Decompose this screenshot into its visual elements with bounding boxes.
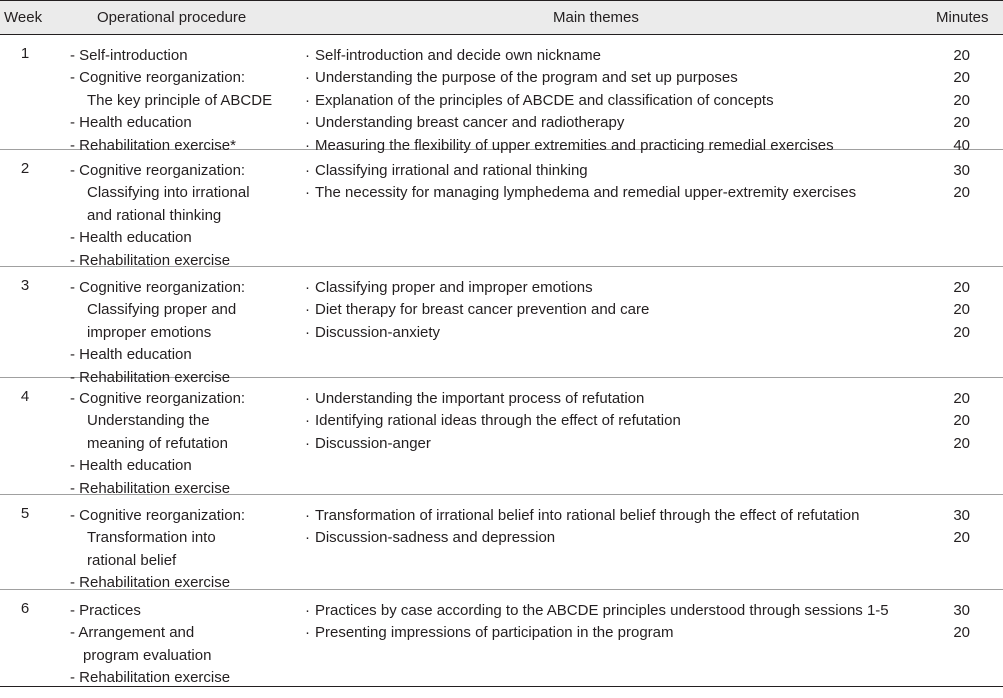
- procedure-line: - Rehabilitation exercise: [70, 574, 231, 592]
- bullet-icon: ·: [305, 390, 310, 407]
- theme-text: Identifying rational ideas through the effect of refutation: [315, 412, 681, 430]
- minutes-value: 20: [953, 114, 970, 132]
- procedure-line: - Cognitive reorganization:: [70, 69, 246, 87]
- week-number: 4: [20, 388, 30, 405]
- week-number: 5: [20, 505, 30, 522]
- bullet-icon: ·: [305, 529, 310, 547]
- procedure-line: - Health education: [70, 346, 192, 364]
- minutes-cell: [940, 600, 970, 645]
- table-row: [0, 35, 1003, 154]
- theme-line: [305, 112, 834, 134]
- procedure-line: - Cognitive reorganization:: [70, 162, 246, 179]
- bullet-icon: ·: [305, 47, 310, 64]
- theme-text: Diet therapy for breast cancer prevention and care: [315, 301, 650, 319]
- minutes-value: 20: [953, 279, 970, 296]
- procedure-line: - Health education: [70, 114, 192, 132]
- theme-text: Presenting impressions of participation in the program: [315, 624, 674, 642]
- procedure-cell: [70, 388, 245, 500]
- bullet-icon: ·: [305, 434, 310, 452]
- themes-cell: [305, 600, 889, 645]
- minutes-value: 20: [953, 301, 970, 319]
- procedure-line: - Rehabilitation exercise: [70, 251, 231, 269]
- theme-line: [305, 90, 834, 112]
- theme-line: [305, 622, 889, 644]
- themes-cell: [305, 160, 856, 205]
- themes-cell: [305, 505, 859, 550]
- bullet-icon: ·: [305, 301, 310, 319]
- minutes-value: 30: [953, 162, 970, 179]
- procedure-line: - Cognitive reorganization:: [70, 279, 246, 296]
- theme-text: Practices by case according to the ABCDE principles understood through sessions 1-5: [315, 602, 889, 619]
- theme-text: Discussion-sadness and depression: [315, 529, 556, 547]
- minutes-cell: [940, 160, 970, 205]
- minutes-value: 20: [953, 69, 970, 87]
- week-number: 2: [20, 160, 30, 177]
- procedure-line: - Practices: [70, 602, 141, 619]
- minutes-value: 20: [953, 390, 970, 407]
- procedure-line: and rational thinking: [87, 206, 222, 224]
- procedure-line: - Self-introduction: [70, 47, 188, 64]
- minutes-value: 20: [953, 323, 970, 341]
- bullet-icon: ·: [305, 69, 310, 87]
- theme-line: [305, 277, 649, 299]
- minutes-value: 20: [953, 412, 970, 430]
- bullet-icon: ·: [305, 412, 310, 430]
- header-themes: Main themes: [553, 9, 639, 26]
- bullet-icon: ·: [305, 624, 310, 642]
- header-minutes: Minutes: [936, 9, 989, 26]
- minutes-value: 30: [953, 602, 970, 619]
- theme-line: [305, 505, 859, 527]
- minutes-value: 40: [953, 136, 970, 154]
- minutes-cell: [940, 45, 970, 157]
- theme-text: Classifying proper and improper emotions: [315, 279, 593, 296]
- table-row: [0, 495, 1003, 590]
- theme-line: [305, 45, 834, 67]
- minutes-value: 20: [953, 91, 970, 109]
- header-procedure: Operational procedure: [97, 9, 247, 26]
- theme-text: Discussion-anger: [315, 434, 431, 452]
- procedure-line: Classifying into irrational: [87, 184, 250, 202]
- bullet-icon: ·: [305, 184, 310, 202]
- procedure-line: meaning of refutation: [87, 434, 228, 452]
- table-row: [0, 378, 1003, 495]
- minutes-cell: [940, 388, 970, 455]
- week-number: 3: [20, 277, 30, 294]
- minutes-value: 30: [953, 507, 970, 524]
- procedure-line: - Rehabilitation exercise: [70, 368, 231, 386]
- procedure-line: - Cognitive reorganization:: [70, 507, 246, 524]
- procedure-line: - Health education: [70, 229, 192, 247]
- procedure-cell: [70, 160, 250, 272]
- theme-text: Understanding the important process of refutation: [315, 390, 645, 407]
- procedure-cell: [70, 505, 245, 595]
- table-row: [0, 267, 1003, 386]
- theme-text: The necessity for managing lymphedema and remedial upper-extremity exercises: [315, 184, 857, 202]
- themes-cell: [305, 45, 834, 157]
- table-body: [0, 35, 1003, 687]
- theme-text: Measuring the flexibility of upper extremities and practicing remedial exercises: [315, 136, 834, 154]
- minutes-cell: [940, 277, 970, 344]
- minutes-cell: [940, 505, 970, 550]
- procedure-line: - Rehabilitation exercise*: [70, 136, 236, 154]
- theme-line: [305, 322, 649, 344]
- minutes-value: 20: [953, 47, 970, 64]
- table-header: [0, 1, 1003, 35]
- bullet-icon: ·: [305, 162, 310, 179]
- minutes-value: 20: [953, 624, 970, 642]
- theme-text: Discussion-anxiety: [315, 323, 441, 341]
- procedure-line: - Rehabilitation exercise: [70, 479, 231, 497]
- theme-text: Explanation of the principles of ABCDE and classification of concepts: [315, 91, 774, 109]
- minutes-value: 20: [953, 434, 970, 452]
- table-row: [0, 150, 1003, 267]
- table-row: [0, 590, 1003, 687]
- themes-cell: [305, 388, 681, 455]
- theme-line: [305, 388, 681, 410]
- theme-line: [305, 182, 856, 204]
- procedure-line: - Arrangement and: [70, 624, 195, 642]
- procedure-line: Classifying proper and: [87, 301, 237, 319]
- theme-line: [305, 160, 856, 182]
- procedure-line: - Cognitive reorganization:: [70, 390, 246, 407]
- procedure-line: The key principle of ABCDE: [87, 91, 273, 109]
- procedure-line: Understanding the: [87, 412, 210, 430]
- procedure-line: rational belief: [87, 551, 177, 569]
- procedure-line: improper emotions: [87, 323, 212, 341]
- procedure-line: - Rehabilitation exercise: [70, 669, 231, 687]
- theme-line: [305, 67, 834, 89]
- theme-text: Classifying irrational and rational thinking: [315, 162, 588, 179]
- procedure-line: - Health education: [70, 457, 192, 475]
- minutes-value: 20: [953, 529, 970, 547]
- bullet-icon: ·: [305, 114, 310, 132]
- week-number: 1: [20, 45, 30, 62]
- bullet-icon: ·: [305, 136, 310, 154]
- theme-line: [305, 299, 649, 321]
- theme-line: [305, 433, 681, 455]
- procedure-cell: [70, 600, 230, 690]
- week-number: 6: [20, 600, 30, 617]
- bullet-icon: ·: [305, 507, 310, 524]
- theme-text: Self-introduction and decide own nickname: [315, 47, 602, 64]
- bullet-icon: ·: [305, 279, 310, 296]
- bullet-icon: ·: [305, 323, 310, 341]
- procedure-cell: [70, 45, 272, 157]
- theme-line: [305, 410, 681, 432]
- minutes-value: 20: [953, 184, 970, 202]
- procedure-line: Transformation into: [87, 529, 216, 547]
- theme-line: [305, 600, 889, 622]
- theme-text: Transformation of irrational belief into rational belief through the effect of refutation: [315, 507, 860, 524]
- bullet-icon: ·: [305, 91, 310, 109]
- theme-text: Understanding breast cancer and radiotherapy: [315, 114, 625, 132]
- themes-cell: [305, 277, 649, 344]
- theme-line: [305, 527, 859, 549]
- theme-text: Understanding the purpose of the program and set up purposes: [315, 69, 738, 87]
- procedure-line: program evaluation: [83, 646, 212, 664]
- header-week: Week: [4, 9, 43, 26]
- bullet-icon: ·: [305, 602, 310, 619]
- procedure-cell: [70, 277, 245, 389]
